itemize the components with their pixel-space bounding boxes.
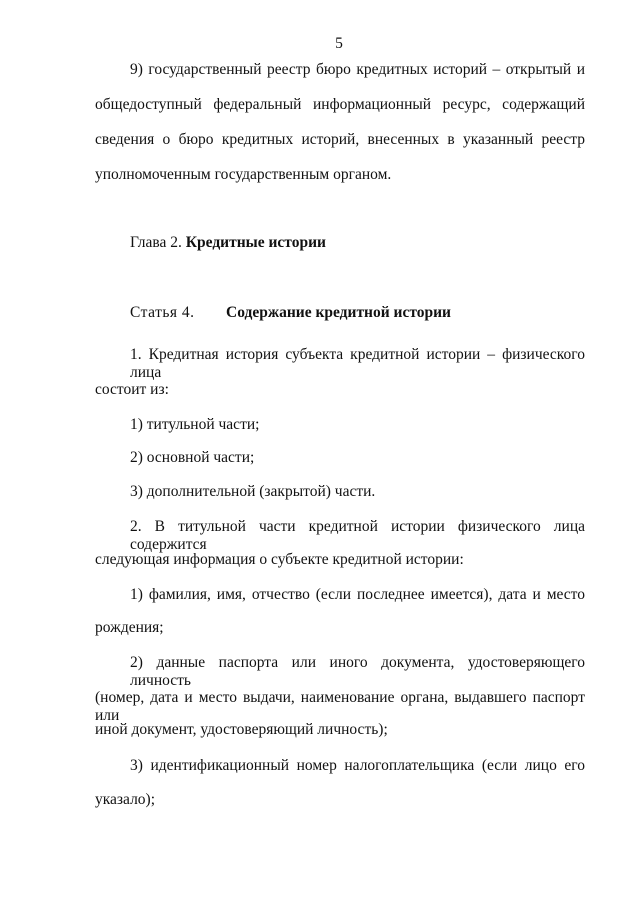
text-line: общедоступный федеральный информационный ресурс, содержащий [95, 96, 585, 113]
text-line: состоит из: [95, 381, 169, 398]
text-line: 2) данные паспорта или иного документа, удостоверяющего личность [130, 654, 585, 689]
article-title: Содержание кредитной истории [226, 304, 451, 321]
article-prefix: Статья 4. [130, 304, 195, 321]
text-line: указало); [95, 791, 156, 808]
list-item: 2) основной части; [130, 449, 255, 466]
list-item: 1) титульной части; [130, 416, 260, 433]
text-line: 3) идентификационный номер налогоплательщика (если лицо его [130, 757, 585, 774]
text-line: иной документ, удостоверяющий личность); [95, 721, 388, 738]
chapter-prefix: Глава 2. [130, 234, 182, 251]
text-line: 9) государственный реестр бюро кредитных историй – открытый и [130, 61, 585, 78]
list-item: 3) дополнительной (закрытой) части. [130, 483, 376, 500]
text-line: рождения; [95, 619, 164, 636]
page-number: 5 [335, 35, 343, 52]
chapter-heading [130, 234, 326, 252]
text-line: следующая информация о субъекте кредитной истории: [95, 551, 464, 568]
text-line: уполномоченным государственным органом. [95, 166, 392, 183]
text-line: 2. В титульной части кредитной истории физического лица содержится [130, 518, 585, 553]
text-line: сведения о бюро кредитных историй, внесенных в указанный реестр [95, 131, 585, 148]
text-line: 1. Кредитная история субъекта кредитной истории – физического лица [130, 346, 585, 381]
text-line: (номер, дата и место выдачи, наименование органа, выдавшего паспорт или [95, 689, 585, 724]
text-line: 1) фамилия, имя, отчество (если последнее имеется), дата и место [130, 586, 585, 603]
chapter-title: Кредитные истории [185, 234, 326, 251]
